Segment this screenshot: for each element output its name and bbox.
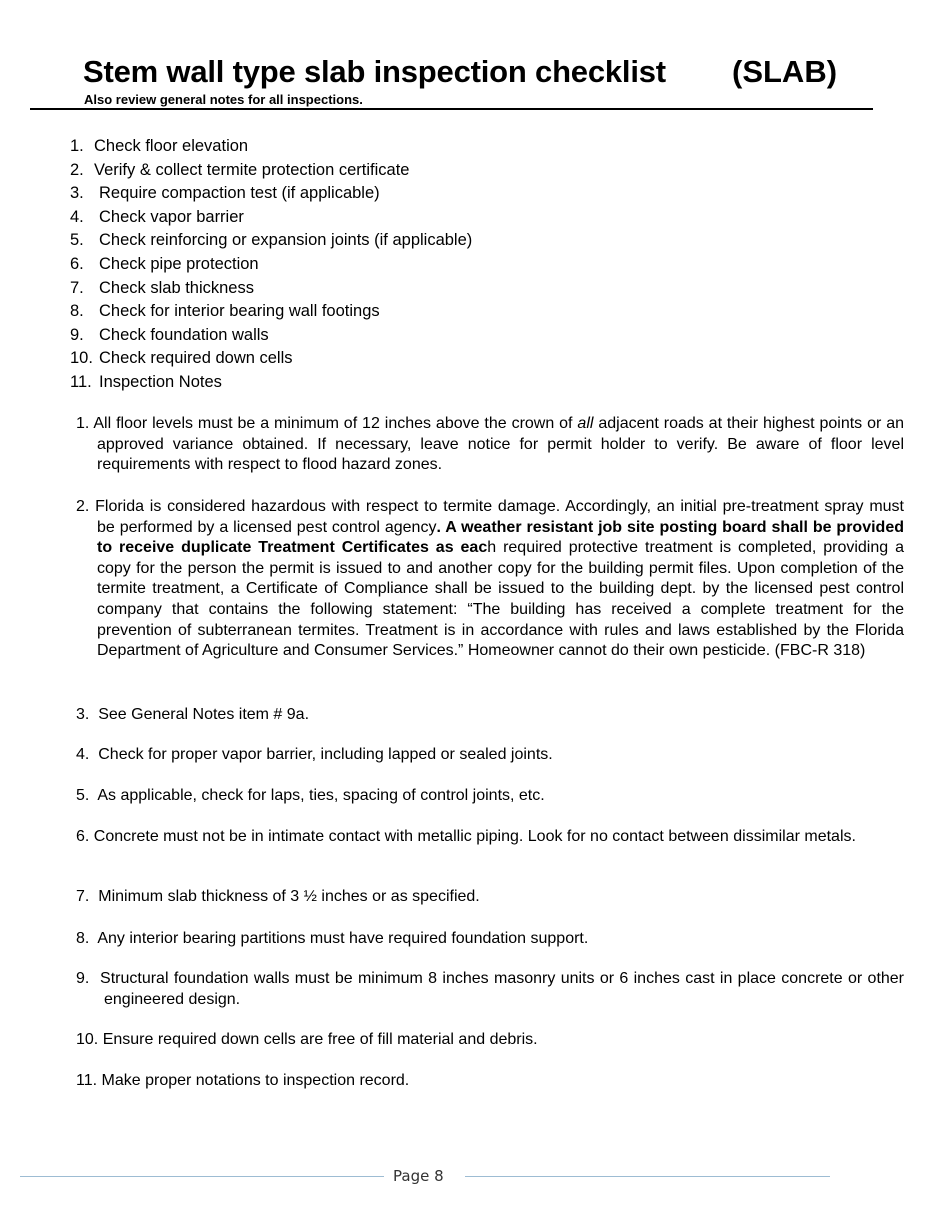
checklist-number: 2. <box>70 160 84 179</box>
note-number: 4. <box>76 746 90 763</box>
checklist-text: Require compaction test (if applicable) <box>99 184 380 203</box>
note-item: 6. Concrete must not be in intimate contact with metallic piping. Look for no contact between dissimilar metals. <box>76 828 856 845</box>
checklist-item <box>70 159 472 183</box>
page-title: Stem wall type slab inspection checklist <box>83 54 666 89</box>
note-number: 7. <box>76 888 90 905</box>
checklist-item <box>70 324 472 348</box>
section-tag: (SLAB) <box>732 54 838 89</box>
checklist-item <box>70 206 472 230</box>
checklist-text: Check vapor barrier <box>99 207 244 226</box>
note-number: 5. <box>76 787 90 804</box>
note-item: 4. Check for proper vapor barrier, including lapped or sealed joints. <box>76 746 553 763</box>
checklist-number: 9. <box>70 325 84 344</box>
checklist-item <box>70 347 472 371</box>
footer-rule-right <box>465 1176 830 1177</box>
note-number: 3. <box>76 706 90 723</box>
checklist-number: 11. <box>70 372 92 391</box>
checklist-number: 6. <box>70 254 84 273</box>
checklist-text: Inspection Notes <box>99 372 222 391</box>
note-item: 1. All floor levels must be a minimum of 12 inches above the crown of all adjacent roads at their highest points or an approved variance obtained. If necessary, leave notice for permit holder to verify. Be aware of floor level requirements with respect to flood hazard zones. <box>76 415 905 474</box>
checklist-item <box>70 277 472 301</box>
note-item: 3. See General Notes item # 9a. <box>76 706 310 723</box>
header-divider <box>30 108 873 110</box>
checklist-number: 3. <box>70 184 84 203</box>
note-item: 2. Florida is considered hazardous with respect to termite damage. Accordingly, an initial pre-treatment spray must be performed by a licensed pest control agency. A weather resistant job site posting board shall be provided to receive duplicate Treatment Certificates as each required protective treatment is completed, providing a copy for the person the permit is issued to and another copy for the building permit files. Upon completion of the termite treatment, a Certificate of Compliance shall be issued to the building dept. by the licensed pest control company that contains the following statement: “The building has received a complete treatment for the prevention of subterranean termites. Treatment is in accordance with rules and laws established by the Florida Department of Agriculture and Consumer Services.” Homeowner cannot do their own pesticide. (FBC-R 318) <box>76 498 904 660</box>
note-number: 11. <box>76 1072 98 1089</box>
checklist-number: 1. <box>70 137 84 155</box>
checklist-number: 5. <box>70 231 84 250</box>
note-number: 2. <box>76 498 90 515</box>
checklist-number: 8. <box>70 302 84 321</box>
page-number: Page 8 <box>393 1167 444 1185</box>
checklist-text: Check slab thickness <box>99 278 254 297</box>
checklist-item <box>70 300 472 324</box>
checklist-text: Check foundation walls <box>99 325 269 344</box>
note-item: 10. Ensure required down cells are free of fill material and debris. <box>76 1031 538 1048</box>
note-number: 9. <box>76 970 90 987</box>
checklist-number: 4. <box>70 207 84 226</box>
note-number: 8. <box>76 930 90 947</box>
checklist-text: Check for interior bearing wall footings <box>99 302 380 321</box>
note-item: 11. Make proper notations to inspection record. <box>76 1072 410 1089</box>
checklist-text: Check floor elevation <box>94 137 249 155</box>
note-number: 10. <box>76 1031 99 1048</box>
note-item: 5. As applicable, check for laps, ties, spacing of control joints, etc. <box>76 787 545 804</box>
inspection-checklist <box>70 135 472 395</box>
note-item: 8. Any interior bearing partitions must have required foundation support. <box>76 930 589 947</box>
checklist-item <box>70 371 472 395</box>
checklist-item <box>70 135 472 159</box>
checklist-text: Check reinforcing or expansion joints (if applicable) <box>99 231 473 250</box>
checklist-text: Check required down cells <box>99 349 293 368</box>
note-number: 1. <box>76 415 90 432</box>
note-item: 9. Structural foundation walls must be minimum 8 inches masonry units or 6 inches cast in place concrete or other engineered design. <box>76 970 905 1008</box>
page-subtitle: Also review general notes for all inspections. <box>84 92 363 107</box>
checklist-number: 7. <box>70 278 84 297</box>
checklist-item <box>70 182 472 206</box>
checklist-number: 10. <box>70 349 93 368</box>
footer-rule-left <box>20 1176 384 1177</box>
checklist-item <box>70 253 472 277</box>
note-number: 6. <box>76 828 90 845</box>
checklist-text: Verify & collect termite protection certificate <box>94 160 410 179</box>
note-item: 7. Minimum slab thickness of 3 ½ inches or as specified. <box>76 888 480 905</box>
checklist-item <box>70 229 472 253</box>
checklist-text: Check pipe protection <box>99 254 259 273</box>
